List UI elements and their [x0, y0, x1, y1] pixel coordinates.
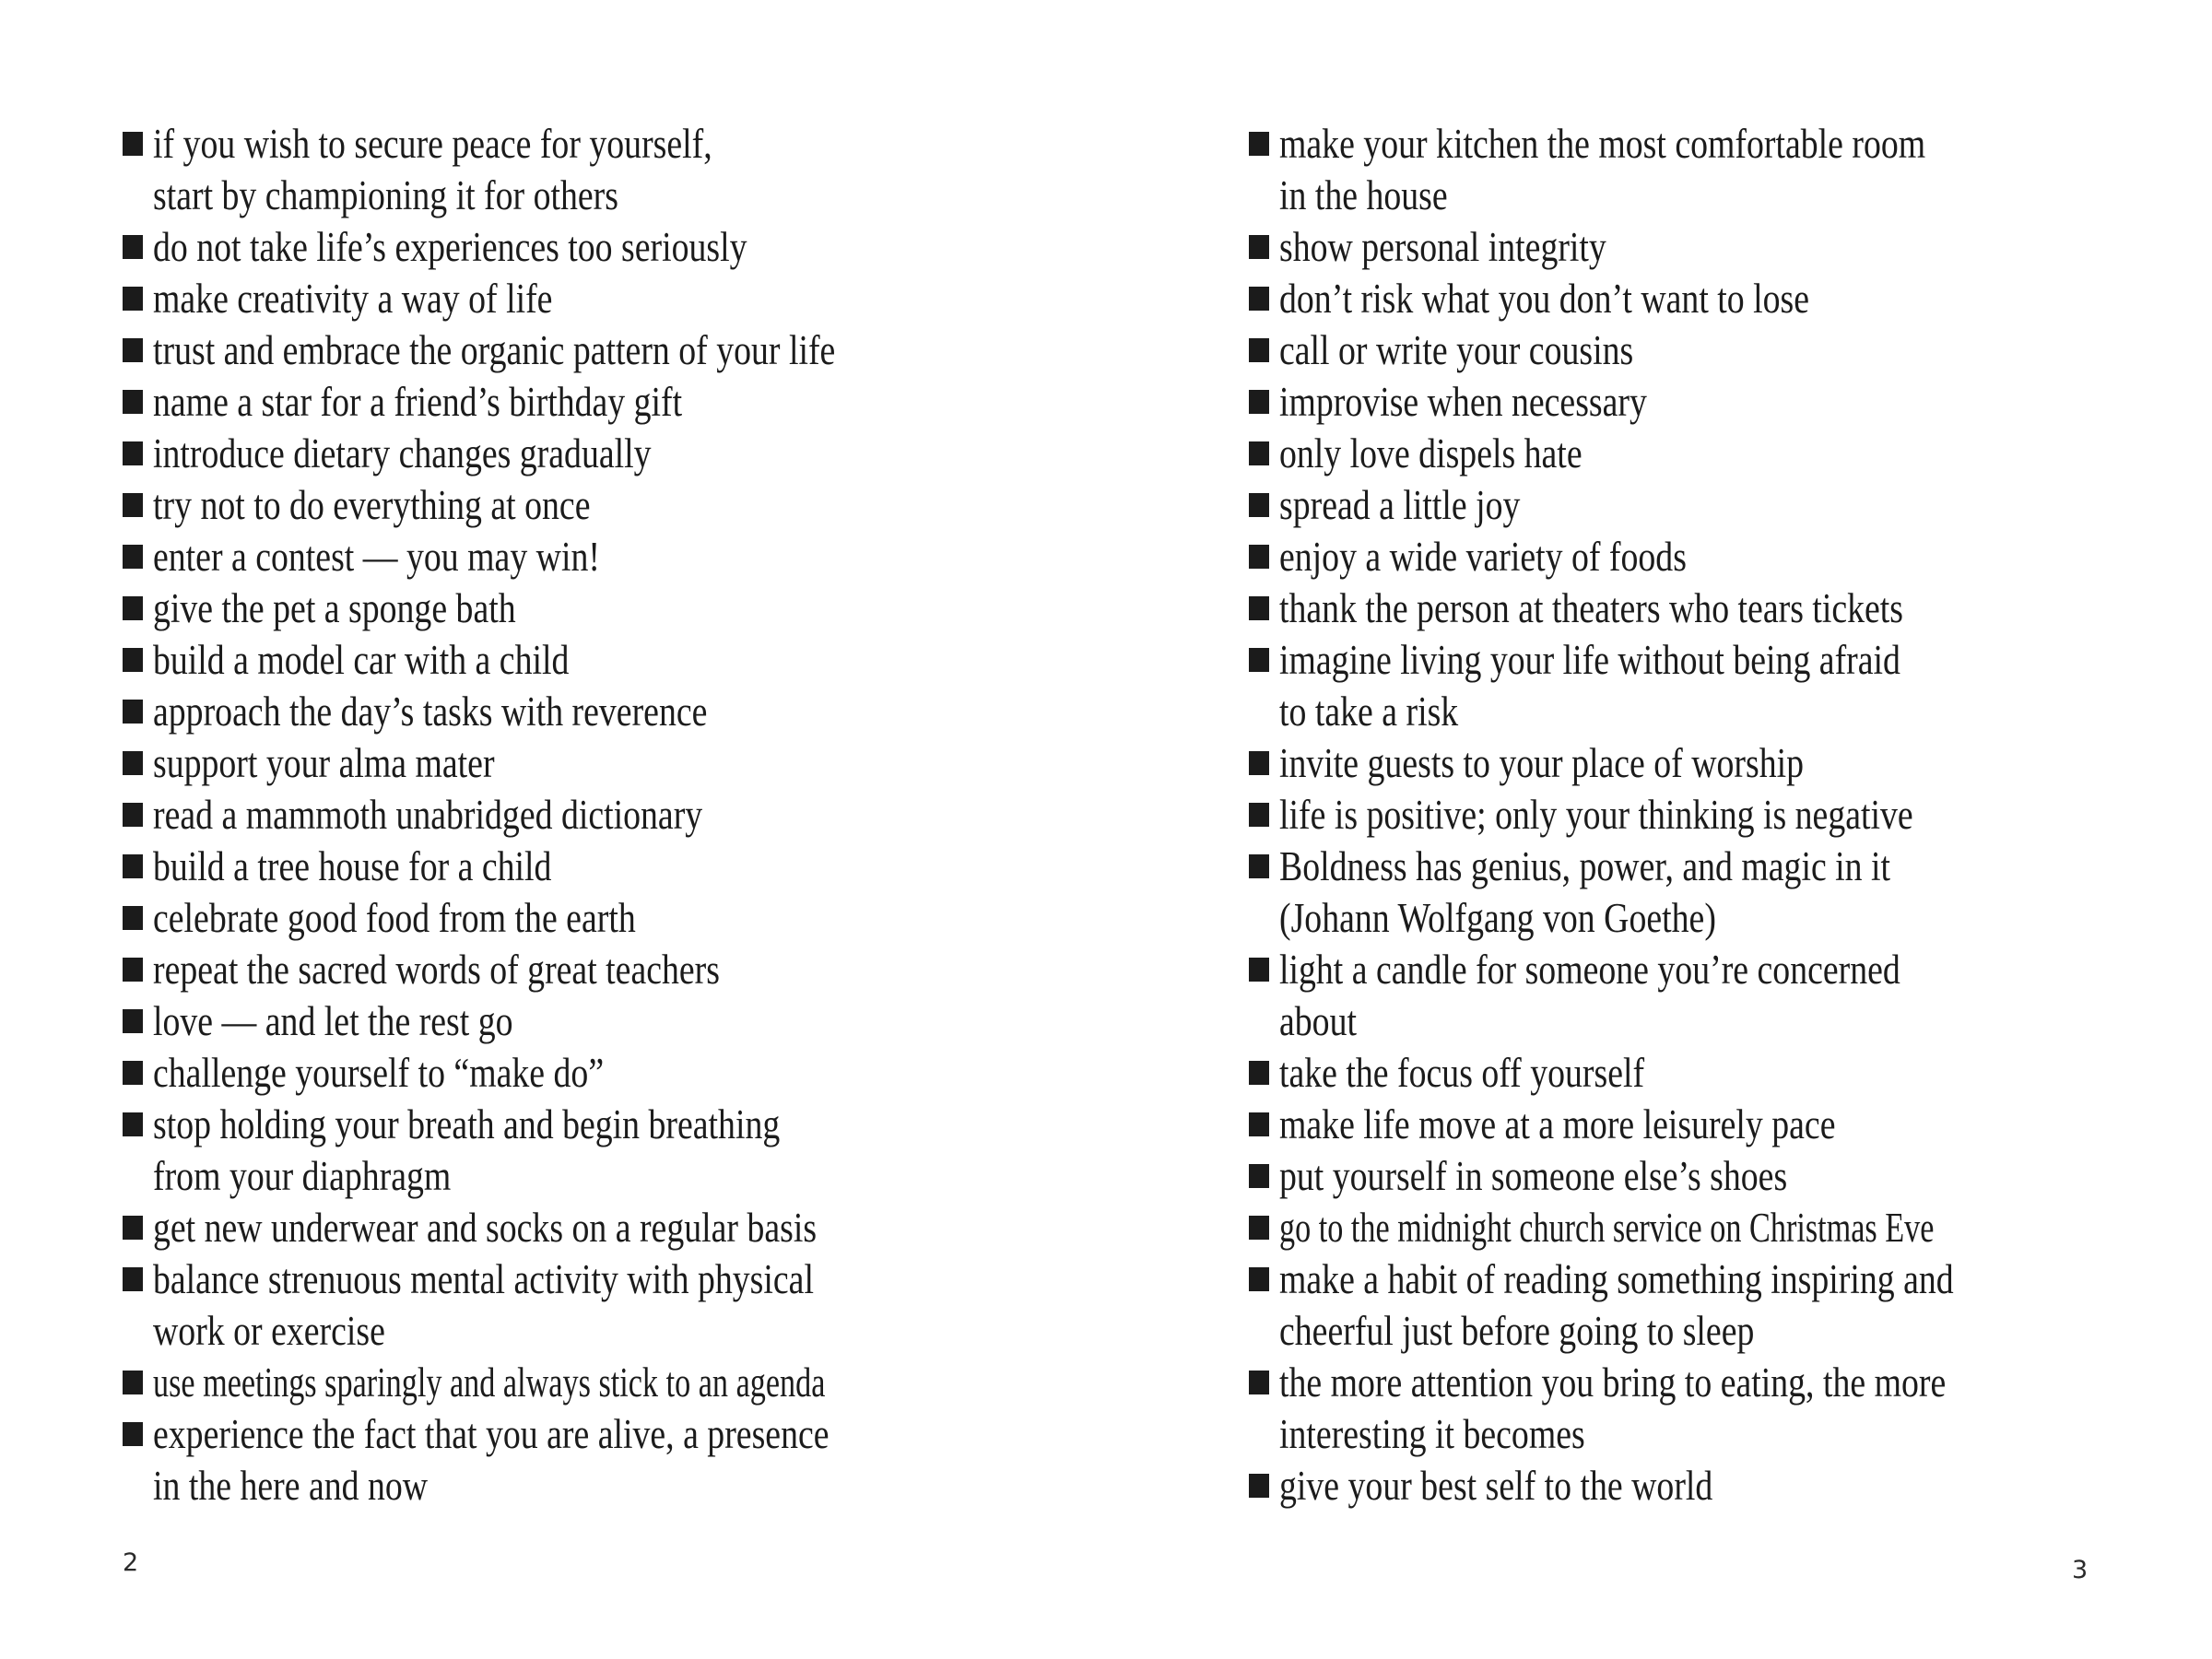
list-item [1249, 944, 2141, 1047]
bullet-square-icon [123, 493, 143, 517]
list-item [123, 531, 1038, 582]
bullet-square-icon [1249, 854, 1269, 878]
list-item [123, 1099, 1038, 1202]
bullet-square-icon [1249, 648, 1269, 672]
bullet-square-icon [123, 441, 143, 465]
list-item [1249, 841, 2141, 944]
list-item-text: take the focus off yourself [1279, 1050, 1645, 1096]
bullet-square-icon [123, 906, 143, 930]
bullet-square-icon [1249, 1164, 1269, 1188]
list-item-text: introduce dietary changes gradually [153, 430, 652, 477]
bullet-square-icon [123, 1267, 143, 1291]
list-item-text: try not to do everything at once [153, 482, 591, 528]
bullet-square-icon [123, 1371, 143, 1394]
bullet-square-icon [123, 287, 143, 311]
list-item-text: enter a contest — you may win! [153, 534, 600, 580]
bullet-square-icon [123, 1216, 143, 1240]
list-item [123, 221, 1038, 273]
list-item [123, 118, 1038, 221]
list-item-text: get new underwear and socks on a regular basis [153, 1205, 818, 1251]
list-item-text: don’t risk what you don’t want to lose [1279, 276, 1810, 322]
list-item-text: approach the day’s tasks with reverence [153, 688, 708, 735]
list-item-text: challenge yourself to “make do” [153, 1050, 605, 1096]
left-page-list [123, 118, 1038, 1512]
bullet-square-icon [1249, 1112, 1269, 1136]
bullet-square-icon [123, 235, 143, 259]
list-item-text: trust and embrace the organic pattern of your life [153, 327, 836, 373]
list-item [123, 273, 1038, 324]
list-item-text: build a tree house for a child [153, 843, 552, 889]
list-item [1249, 737, 2141, 789]
bullet-square-icon [123, 338, 143, 362]
list-item [1249, 1150, 2141, 1202]
list-item [1249, 479, 2141, 531]
list-item [123, 841, 1038, 892]
bullet-square-icon [123, 1422, 143, 1446]
bullet-square-icon [1249, 493, 1269, 517]
list-item-text: call or write your cousins [1279, 327, 1634, 373]
list-item-text: thank the person at theaters who tears tickets [1279, 585, 1904, 631]
page-number-left: 2 [123, 1548, 139, 1577]
list-item [1249, 531, 2141, 582]
list-item-text: invite guests to your place of worship [1279, 740, 1804, 786]
bullet-square-icon [1249, 958, 1269, 982]
list-item [1249, 221, 2141, 273]
list-item-text: give the pet a sponge bath [153, 585, 516, 631]
list-item [123, 634, 1038, 686]
list-item-text: Boldness has genius, power, and magic in it (Johann Wolfgang von Goethe) [1279, 843, 1891, 941]
list-item-text: build a model car with a child [153, 637, 570, 683]
list-item [1249, 1047, 2141, 1099]
list-item-text: make creativity a way of life [153, 276, 553, 322]
list-item [123, 479, 1038, 531]
list-item-text: light a candle for someone you’re concerned about [1279, 947, 1900, 1044]
list-item-text: show personal integrity [1279, 224, 1606, 270]
list-item [1249, 1357, 2141, 1460]
list-item [123, 1047, 1038, 1099]
bullet-square-icon [1249, 235, 1269, 259]
list-item-text: experience the fact that you are alive, a presence in the here and now [153, 1411, 830, 1509]
list-item-text: only love dispels hate [1279, 430, 1583, 477]
list-item [123, 686, 1038, 737]
list-item-text: put yourself in someone else’s shoes [1279, 1153, 1788, 1199]
list-item [1249, 582, 2141, 634]
bullet-square-icon [123, 545, 143, 569]
list-item-text: use meetings sparingly and always stick to an agenda [153, 1359, 826, 1406]
bullet-square-icon [1249, 287, 1269, 311]
bullet-square-icon [123, 132, 143, 156]
page-number-right: 3 [2072, 1556, 2088, 1584]
list-item-text: make life move at a more leisurely pace [1279, 1101, 1836, 1147]
bullet-square-icon [1249, 751, 1269, 775]
bullet-square-icon [1249, 1474, 1269, 1498]
list-item-text: make your kitchen the most comfortable room in the house [1279, 121, 1926, 218]
bullet-square-icon [123, 1061, 143, 1085]
bullet-square-icon [123, 390, 143, 414]
bullet-square-icon [1249, 1267, 1269, 1291]
list-item-text: love — and let the rest go [153, 998, 513, 1044]
list-item [123, 892, 1038, 944]
list-item [1249, 324, 2141, 376]
bullet-square-icon [123, 803, 143, 827]
list-item-text: give your best self to the world [1279, 1463, 1713, 1509]
bullet-square-icon [1249, 1061, 1269, 1085]
bullet-square-icon [123, 700, 143, 724]
list-item [123, 1408, 1038, 1512]
list-item-text: balance strenuous mental activity with physical work or exercise [153, 1256, 814, 1354]
list-item-text: repeat the sacred words of great teachers [153, 947, 720, 993]
list-item-text: support your alma mater [153, 740, 495, 786]
bullet-square-icon [123, 1009, 143, 1033]
list-item [123, 737, 1038, 789]
list-item-text: life is positive; only your thinking is negative [1279, 792, 1913, 838]
list-item [123, 324, 1038, 376]
bullet-square-icon [1249, 596, 1269, 620]
list-item [1249, 1460, 2141, 1512]
list-item [1249, 118, 2141, 221]
list-item-text: read a mammoth unabridged dictionary [153, 792, 703, 838]
bullet-square-icon [123, 596, 143, 620]
bullet-square-icon [1249, 441, 1269, 465]
right-page-list [1249, 118, 2141, 1512]
list-item-text: the more attention you bring to eating, the more interesting it becomes [1279, 1359, 1947, 1457]
list-item [123, 1253, 1038, 1357]
list-item [1249, 1202, 2141, 1253]
bullet-square-icon [123, 751, 143, 775]
list-item [1249, 634, 2141, 737]
bullet-square-icon [1249, 803, 1269, 827]
list-item-text: improvise when necessary [1279, 379, 1647, 425]
bullet-square-icon [1249, 1216, 1269, 1240]
list-item-text: if you wish to secure peace for yourself, start by championing it for others [153, 121, 712, 218]
bullet-square-icon [1249, 338, 1269, 362]
list-item [1249, 1253, 2141, 1357]
list-item [123, 944, 1038, 995]
list-item-text: name a star for a friend’s birthday gift [153, 379, 683, 425]
bullet-square-icon [123, 1112, 143, 1136]
list-item-text: make a habit of reading something inspiring and cheerful just before going to sleep [1279, 1256, 1954, 1354]
list-item-text: stop holding your breath and begin breathing from your diaphragm [153, 1101, 781, 1199]
list-item-text: celebrate good food from the earth [153, 895, 636, 941]
list-item [1249, 1099, 2141, 1150]
list-item [123, 995, 1038, 1047]
list-item [123, 582, 1038, 634]
bullet-square-icon [1249, 545, 1269, 569]
list-item-text: spread a little joy [1279, 482, 1521, 528]
bullet-square-icon [123, 854, 143, 878]
bullet-square-icon [1249, 1371, 1269, 1394]
list-item [1249, 789, 2141, 841]
list-item-text: enjoy a wide variety of foods [1279, 534, 1687, 580]
list-item-text: do not take life’s experiences too seriously [153, 224, 747, 270]
list-item [123, 789, 1038, 841]
bullet-square-icon [1249, 132, 1269, 156]
list-item [123, 1357, 1038, 1408]
bullet-square-icon [123, 648, 143, 672]
bullet-square-icon [123, 958, 143, 982]
list-item [123, 376, 1038, 428]
list-item [1249, 376, 2141, 428]
list-item [123, 1202, 1038, 1253]
list-item-text: go to the midnight church service on Christmas Eve [1279, 1205, 1935, 1251]
bullet-square-icon [1249, 390, 1269, 414]
list-item [1249, 273, 2141, 324]
list-item-text: imagine living your life without being afraid to take a risk [1279, 637, 1900, 735]
list-item [123, 428, 1038, 479]
list-item [1249, 428, 2141, 479]
